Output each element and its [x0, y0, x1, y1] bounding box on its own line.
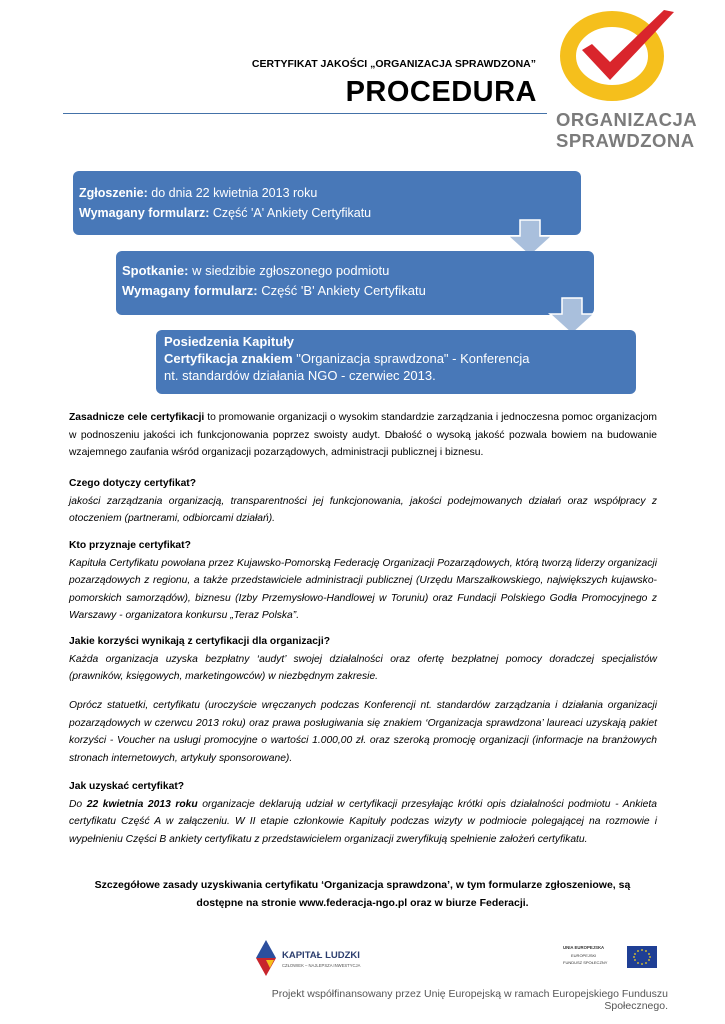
logo-text-line2: SPRAWDZONA	[556, 130, 695, 151]
step2-line1	[122, 261, 594, 281]
step2-value1: w siedzibie zgłoszonego podmiotu	[188, 263, 390, 278]
organizacja-sprawdzona-logo	[552, 8, 698, 158]
kl-subtitle: CZŁOWIEK – NAJLEPSZA INWESTYCJA	[282, 963, 361, 968]
answer-who: Kapituła Certyfikatu powołana przez Kujawsko-Pomorską Federację Organizacji Pozarządowych, którą tworzą liderzy organizacji pozarządowych z regionu, a także przedstawiciele administracji publicznej (Urzędu Marszałkowskiego, największych kujawsko-pomorskich samorządów), biznesu (Izby Przemysłowo-Handlowej w Toruniu) oraz Fundacji Polskiego Godła Promocyjnego z Warszawy - organizatora konkursu „Teraz Polska”.	[69, 557, 657, 621]
process-step-submission	[73, 171, 581, 235]
eu-line2: EUROPEJSKI	[571, 953, 597, 958]
kl-title: KAPITAŁ LUDZKI	[282, 950, 360, 961]
answer-benefits: Każda organizacja uzyska bezpłatny ‘audyt’ swojej działalności oraz ofertę bezpłatnej pomocy doradczej specjalistów (prawników, księgowych, marketingowców) w niezbędnym zakresie.	[69, 653, 657, 682]
funding-statement: Projekt współfinansowany przez Unię Europejską w ramach Europejskiego Funduszu Społecznego.	[271, 988, 668, 1012]
question-who: Kto przyznaje certyfikat?	[69, 540, 191, 551]
section-benefits	[69, 633, 657, 686]
step1-label1: Zgłoszenie:	[79, 186, 148, 200]
down-arrow-icon	[550, 298, 594, 334]
step3-line2	[164, 350, 636, 367]
answer-how	[69, 796, 657, 849]
intro-bold: Zasadnicze cele certyfikacji	[69, 412, 205, 423]
answer-how-post: organizacje deklarują udział w certyfikacji przesyłając krótki opis działalności podmiotu - Ankieta certyfikatu Część A w załączeniu. W II etapie członkowie Kapituły podczas wizyty w podmiocie polegającej na rozmowie i wypełnieniu Części B ankiety certyfikatu z przedstawicielem organizacji zweryfikują spełnienie założeń certyfikatu.	[69, 798, 657, 845]
intro-paragraph	[69, 409, 657, 462]
step1-value2: Część 'A' Ankiety Certyfikatu	[209, 206, 372, 220]
step3-value2: "Organizacja sprawdzona" - Konferencja	[292, 351, 530, 366]
kapital-ludzki-logo	[254, 938, 379, 978]
step2-label2: Wymagany formularz:	[122, 283, 258, 298]
answer-how-date: 22 kwietnia 2013 roku	[86, 798, 198, 810]
step3-line3: nt. standardów działania NGO - czerwiec 2013.	[164, 368, 436, 383]
step2-value2: Część 'B' Ankiety Certyfikatu	[257, 283, 426, 298]
question-how: Jak uzyskać certyfikat?	[69, 781, 185, 792]
answer-what: jakości zarządzania organizacją, transparentności jej funkcjonowania, jakości podejmowanych działań oraz współpracy z otoczeniem (partnerami, odbiorcami działań).	[69, 495, 657, 524]
step1-label2: Wymagany formularz:	[79, 206, 210, 220]
benefits-details: Oprócz statuetki, certyfikatu (uroczyście wręczanych podczas Konferencji nt. standardów zarządzania i działania organizacji pozarządowych w czerwcu 2013 roku) oraz prawa posługiwania się znakiem ‘Organizacja sprawdzona’ laureaci uzyskają pakiet korzyści - Voucher na usługi promocyjne o wartości 1.000,00 zł. oraz szeroką promocję organizacji (informacje na branżowych stronach internetowych, artykuły sponsorowane).	[69, 700, 657, 764]
intro-text: to promowanie organizacji o wysokim standardzie zarządzania i jednoczesna pomoc organizacjom w podnoszeniu jakości ich funkcjonowania poprzez swoisty audyt. Dbałość o wysoką jakość pozwala bowiem na budowanie wzajemnego zaufania wśród organizacji pozarządowych, administracji publicznej i biznesu.	[69, 412, 657, 458]
document-title: PROCEDURA	[345, 76, 537, 108]
step2-line2	[122, 281, 594, 301]
section-what	[69, 475, 657, 528]
step1-line2	[79, 203, 581, 223]
step3-label2: Certyfikacja znakiem	[164, 351, 293, 366]
eu-esf-logo	[563, 943, 658, 973]
kl-triangle-shape	[256, 940, 276, 958]
header-divider	[63, 113, 547, 114]
document-supertitle: CERTYFIKAT JAKOŚCI „ORGANIZACJA SPRAWDZONA”	[251, 58, 536, 70]
step1-line1	[79, 183, 581, 203]
logo-ring-shape	[568, 19, 656, 93]
step3-title: Posiedzenia Kapituły	[164, 334, 295, 349]
answer-how-pre: Do	[69, 798, 87, 810]
process-step-certification	[156, 330, 636, 394]
step1-value1: do dnia 22 kwietnia 2013 roku	[147, 186, 318, 200]
section-how	[69, 778, 657, 848]
details-note: Szczegółowe zasady uzyskiwania certyfikatu ‘Organizacja sprawdzona’, w tym formularze zgłoszeniowe, są dostępne na stronie www.federacja-ngo.pl oraz w biurze Federacji.	[94, 879, 631, 909]
question-benefits: Jakie korzyści wynikają z certyfikacji dla organizacji?	[69, 636, 330, 647]
eu-line1: UNIA EUROPEJSKA	[563, 945, 605, 950]
eu-line3: FUNDUSZ SPOŁECZNY	[563, 960, 608, 965]
question-what: Czego dotyczy certyfikat?	[69, 478, 197, 489]
step2-label1: Spotkanie:	[122, 263, 189, 278]
logo-text-line1: ORGANIZACJA	[556, 109, 698, 130]
process-step-meeting	[116, 251, 594, 315]
section-who	[69, 537, 657, 625]
